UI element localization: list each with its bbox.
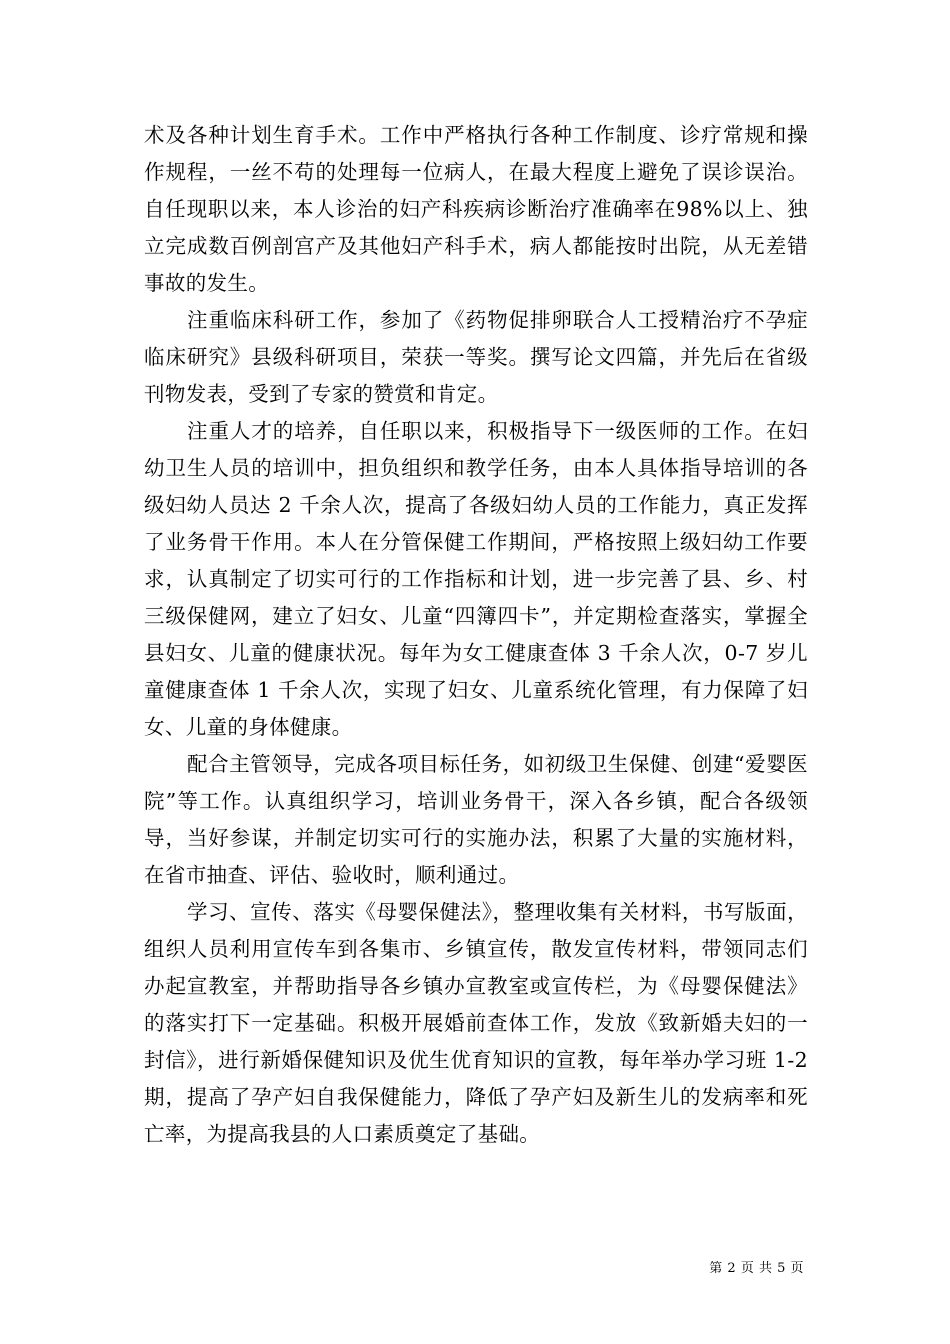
page-number: 第 2 页 共 5 页 — [709, 1261, 804, 1276]
paragraph-leadership-support: 配合主管领导，完成各项目标任务，如初级卫生保健、创建“爱婴医院”等工作。认真组织学习，培训业务骨干，深入各乡镇，配合各级领导，当好参谋，并制定切实可行的实施办法，积累了大量的实施材料，在省市抽查、评估、验收时，顺利通过。 — [144, 752, 808, 887]
paragraph-talent-training: 注重人才的培养，自任职以来，积极指导下一级医师的工作。在妇幼卫生人员的培训中，担负组织和教学任务，由本人具体指导培训的各级妇幼人员达 2 千余人次，提高了各级妇幼人员的工作能力，真正发挥了业务骨干作用。本人在分管保健工作期间，严格按照上级妇幼工作要求，认真制定了切实可行的工作指标和计划，进一步完善了县、乡、村三级保健网，建立了妇女、儿童“四簿四卡”，并定期检查落实，掌握全县妇女、儿童的健康状况。每年为女工健康查体 3 千余人次，0-7 岁儿童健康查体 1 千余人次，实现了妇女、儿童系统化管理，有力保障了妇女、儿童的身体健康。 — [144, 419, 808, 739]
document-body — [144, 117, 808, 1153]
paragraph-maternal-health-law: 学习、宣传、落实《母婴保健法》，整理收集有关材料，书写版面，组织人员利用宣传车到各集市、乡镇宣传，散发宣传材料，带领同志们办起宣教室，并帮助指导各乡镇办宣教室或宣传栏，为《母婴保健法》的落实打下一定基础。积极开展婚前查体工作，发放《致新婚夫妇的一封信》，进行新婚保健知识及优生优育知识的宣教，每年举办学习班 1-2 期，提高了孕产妇自我保健能力，降低了孕产妇及新生儿的发病率和死亡率，为提高我县的人口素质奠定了基础。 — [144, 900, 808, 1146]
paragraph-surgery-record: 术及各种计划生育手术。工作中严格执行各种工作制度、诊疗常规和操作规程，一丝不苟的处理每一位病人，在最大程度上避免了误诊误治。自任现职以来，本人诊治的妇产科疾病诊断治疗准确率在98%以上、独立完成数百例剖宫产及其他妇产科手术，病人都能按时出院，从无差错事故的发生。 — [144, 123, 808, 295]
paragraph-clinical-research: 注重临床科研工作，参加了《药物促排卵联合人工授精治疗不孕症临床研究》县级科研项目，荣获一等奖。撰写论文四篇，并先后在省级刊物发表，受到了专家的赞赏和肯定。 — [144, 308, 808, 406]
